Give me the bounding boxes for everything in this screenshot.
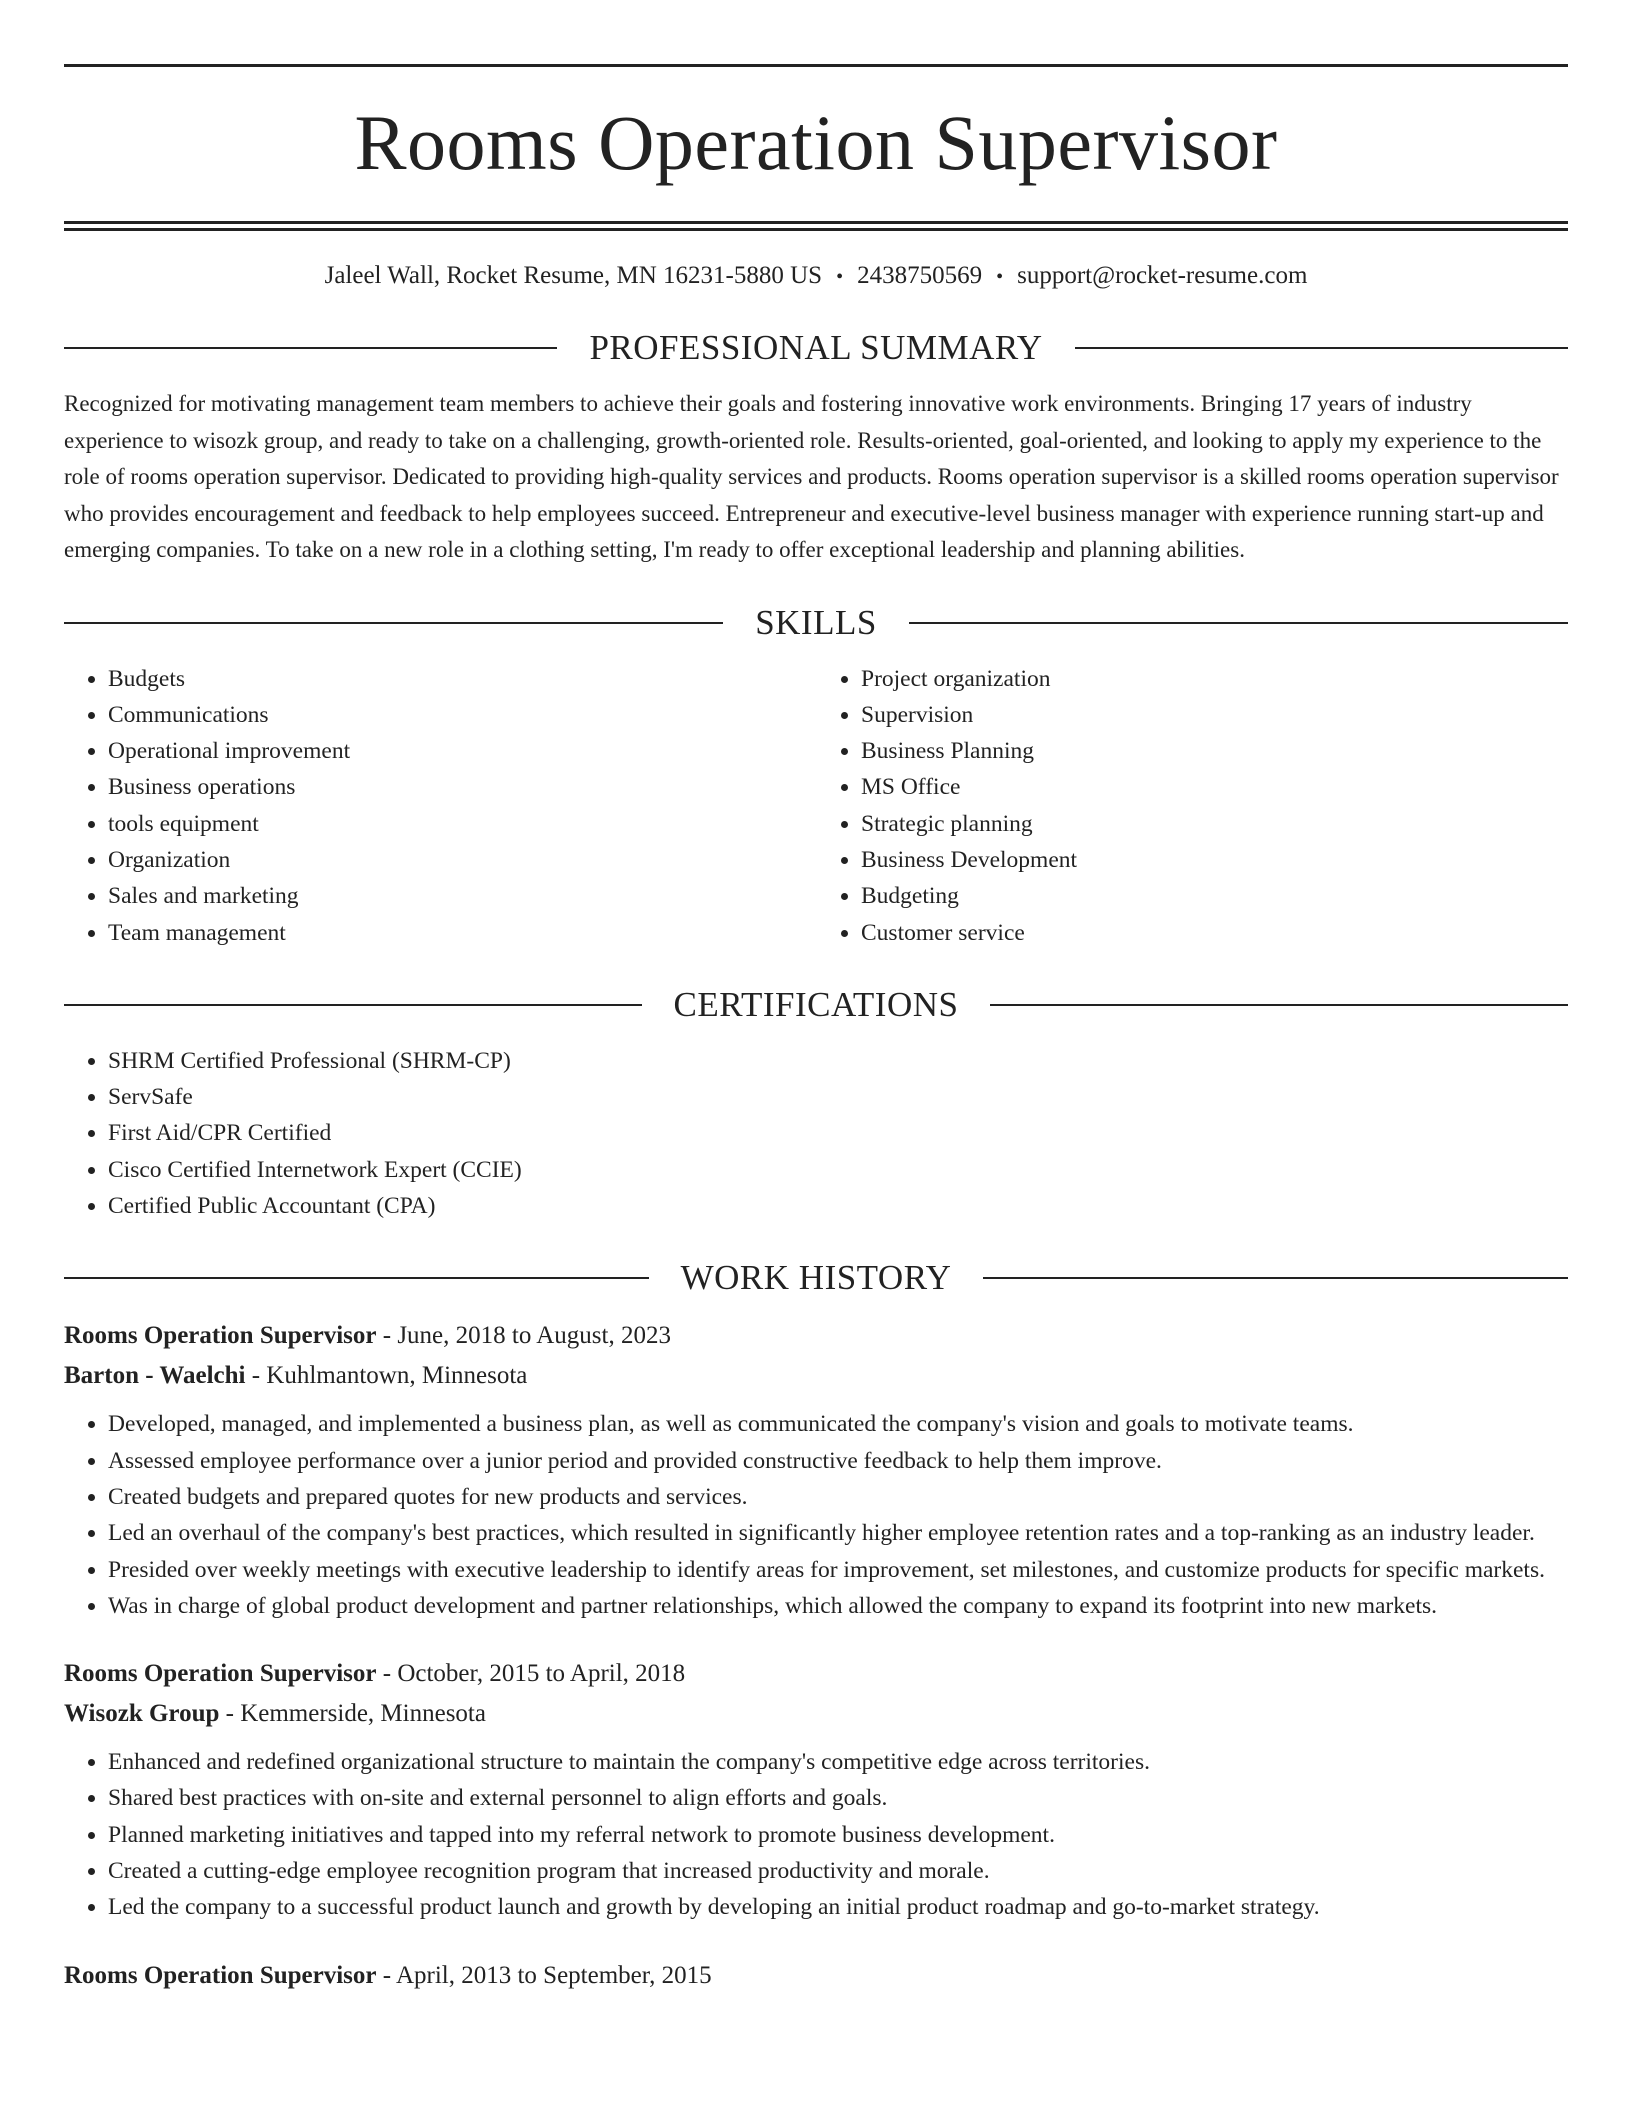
job-entry [64, 1654, 1568, 1925]
job-bullet: • Created a cutting-edge employee recognition program that increased productivity and morale. [108, 1853, 1568, 1889]
skill-item: • Business Planning [861, 733, 1568, 769]
job-bullet: • Planned marketing initiatives and tapped into my referral network to promote business development. [108, 1817, 1568, 1853]
resume-page [64, 64, 1568, 2026]
top-rule [64, 64, 1568, 67]
job-dates: - June, 2018 to August, 2023 [376, 1322, 671, 1350]
skill-item: • tools equipment [108, 806, 815, 842]
skill-item: • Supervision [861, 697, 1568, 733]
contact-separator: • [836, 266, 844, 288]
skill-item: • Project organization [861, 661, 1568, 697]
job-title-line [64, 1654, 1568, 1694]
contact-email: support@rocket-resume.com [1017, 262, 1308, 289]
title-double-rule [64, 221, 1568, 231]
skill-item: • Communications [108, 697, 815, 733]
skill-item: • Strategic planning [861, 806, 1568, 842]
job-bullet: • Assessed employee performance over a junior period and provided constructive feedback to help them improve. [108, 1443, 1568, 1479]
job-bullet: • Presided over weekly meetings with executive leadership to identify areas for improvement, set milestones, and customize products for specific markets. [108, 1552, 1568, 1588]
summary-text: Recognized for motivating management team members to achieve their goals and fostering innovative work environments. Bringing 17 years of industry experience to wisozk group, and ready to take on a challenging, growth-oriented role. Results-oriented, goal-oriented, and looking to apply my experience to the role of rooms operation supervisor. Dedicated to providing high-quality services and products. Rooms operation supervisor is a skilled rooms operation supervisor who provides encouragement and feedback to help employees succeed. Entrepreneur and executive-level business manager with experience running start-up and emerging companies. To take on a new role in a clothing setting, I'm ready to offer exceptional leadership and planning abilities. [64, 391, 1559, 562]
work-section-header [64, 1258, 1568, 1298]
certification-item: • ServSafe [108, 1079, 1568, 1115]
skill-item: • MS Office [861, 769, 1568, 805]
divider-line [909, 622, 1568, 624]
job-title-line [64, 1316, 1568, 1356]
summary-heading: PROFESSIONAL SUMMARY [589, 328, 1043, 367]
skill-item: • Operational improvement [108, 733, 815, 769]
job-entry [64, 1956, 1568, 1996]
job-bullet: • Developed, managed, and implemented a business plan, as well as communicated the company's vision and goals to motivate teams. [108, 1406, 1568, 1442]
page-title: Rooms Operation Supervisor [354, 99, 1278, 186]
skills-grid [64, 661, 1568, 951]
job-title: Rooms Operation Supervisor [64, 1322, 377, 1350]
job-company: Barton - Waelchi [64, 1362, 246, 1390]
contact-separator: • [996, 266, 1004, 288]
certification-item: • Cisco Certified Internetwork Expert (CCIE) [108, 1152, 1568, 1188]
job-location: - Kuhlmantown, Minnesota [245, 1362, 528, 1390]
divider-line [64, 622, 723, 624]
skill-item: • Budgets [108, 661, 815, 697]
job-company: Wisozk Group [64, 1700, 220, 1728]
certification-item: • First Aid/CPR Certified [108, 1115, 1568, 1151]
skills-list-left [64, 661, 815, 951]
divider-line [64, 347, 557, 349]
job-location: - Kemmerside, Minnesota [219, 1700, 486, 1728]
job-bullets [64, 1406, 1568, 1624]
job-bullet: • Led the company to a successful product launch and growth by developing an initial product roadmap and go-to-market strategy. [108, 1889, 1568, 1925]
certifications-heading: CERTIFICATIONS [673, 984, 959, 1024]
certification-item: • SHRM Certified Professional (SHRM-CP) [108, 1043, 1568, 1079]
job-bullet: • Enhanced and redefined organizational structure to maintain the company's competitive edge across territories. [108, 1744, 1568, 1780]
job-dates: - April, 2013 to September, 2015 [376, 1961, 712, 1989]
skill-item: • Team management [108, 915, 815, 951]
contact-phone: 2438750569 [857, 262, 983, 289]
job-bullet: • Was in charge of global product development and partner relationships, which allowed the company to expand its footprint into new markets. [108, 1588, 1568, 1624]
contact-line [64, 259, 1568, 294]
summary-section-header [64, 328, 1568, 368]
job-title: Rooms Operation Supervisor [64, 1660, 377, 1688]
skill-item: • Organization [108, 842, 815, 878]
certifications-list [64, 1043, 1568, 1224]
divider-line [64, 1277, 649, 1279]
divider-line [983, 1277, 1568, 1279]
certifications-section-header [64, 985, 1568, 1025]
job-bullets [64, 1744, 1568, 1925]
certification-item: • Certified Public Accountant (CPA) [108, 1188, 1568, 1224]
skill-item: • Business Development [861, 842, 1568, 878]
contact-address: Jaleel Wall, Rocket Resume, MN 16231-5880 US [324, 262, 823, 289]
divider-line [1075, 347, 1568, 349]
skills-heading: SKILLS [755, 602, 877, 642]
divider-line [990, 1004, 1568, 1006]
job-company-line [64, 1694, 1568, 1734]
job-title-line [64, 1956, 1568, 1996]
job-title: Rooms Operation Supervisor [64, 1961, 377, 1989]
skill-item: • Customer service [861, 915, 1568, 951]
job-bullet: • Led an overhaul of the company's best practices, which resulted in significantly higher employee retention rates and a top-ranking as an industry leader. [108, 1515, 1568, 1551]
skills-list-right [815, 661, 1568, 951]
skill-item: • Business operations [108, 769, 815, 805]
job-bullet: • Created budgets and prepared quotes for new products and services. [108, 1479, 1568, 1515]
job-dates: - October, 2015 to April, 2018 [376, 1660, 686, 1688]
job-entry [64, 1316, 1568, 1624]
work-heading: WORK HISTORY [680, 1258, 952, 1298]
skill-item: • Budgeting [861, 878, 1568, 914]
job-company-line [64, 1356, 1568, 1396]
job-bullet: • Shared best practices with on-site and external personnel to align efforts and goals. [108, 1780, 1568, 1816]
skill-item: • Sales and marketing [108, 878, 815, 914]
divider-line [64, 1004, 642, 1006]
skills-section-header [64, 603, 1568, 643]
